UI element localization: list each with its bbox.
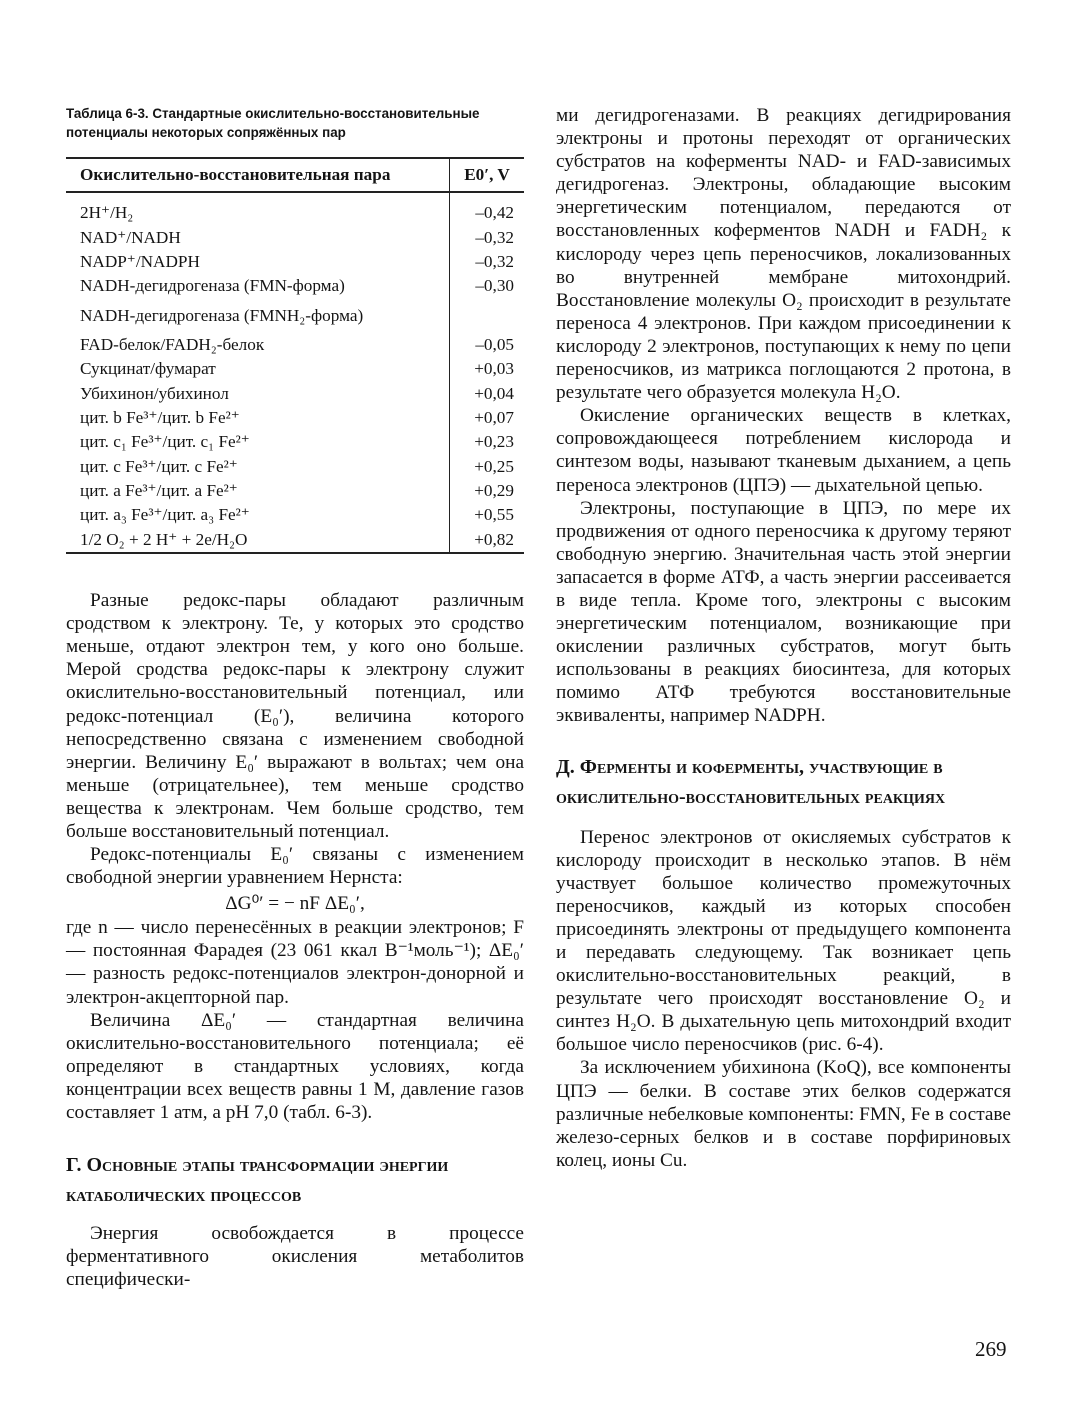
- paragraph-nernst-intro: Редокс-потенциалы E₀′ связаны с изменением свободной энергии уравнением Нернста:: [66, 844, 524, 889]
- potential-cell: +0,07: [450, 406, 525, 430]
- paragraph-redox-affinity: Разные редокс-пары обладают различным сродством к электрону. Те, у которых это сродство меньше, отдают электрон тем, у кого оно больше. Мерой сродства редокс-пары к электрону служит окислительно-восстановительный потенциал, или редокс-потенциал (E₀′), величина которого непосредственно связана с изменением свободной энергии. Величину E₀′ выражают в вольтах; чем она меньше (отрицательнее), тем меньше сродство вещества к электронам. Чем больше сродство, тем больше восстановительный потенциал.: [66, 590, 524, 843]
- pair-cell: NADP⁺/NADPH: [80, 251, 200, 271]
- paragraph-free-energy: Электроны, поступающие в ЦПЭ, по мере их продвижения от одного переносчика к другому теряют свободную энергию. Значительная часть этой энергии запасается в форме АТФ, а часть энергии рассеивается в виде тепла. Кроме того, электроны с высоким энергетическим потенциалом, возникающие при окислении различных субстратов, могут быть использованы в реакциях биосинтеза, для которых помимо АТФ требуются восстановительные эквиваленты, например NADPH.: [556, 497, 1011, 727]
- table-row: [66, 406, 524, 430]
- pair-cell: Убихинон/убихинол: [80, 383, 229, 403]
- redox-potential-table: [66, 157, 524, 554]
- pair-cell: 1/2 O₂ + 2 H⁺ + 2e/H₂O: [66, 528, 450, 553]
- pair-cell: цит. c Fe³⁺/цит. c Fe²⁺: [80, 456, 238, 476]
- potential-cell: +0,04: [450, 381, 525, 405]
- potential-cell: +0,29: [450, 479, 525, 503]
- potential-cell: –0,32: [450, 225, 525, 249]
- page-number: 269: [975, 1337, 1007, 1361]
- paragraph-standard-potential: Величина ΔE₀′ — стандартная величина окислительно-восстановительного потенциала; её определяют в стандартных условиях, когда концентрации всех веществ равны 1 М, давление газов составляет 1 атм, а pH 7,0 (табл. 6-3).: [66, 1009, 524, 1124]
- table-row: [66, 333, 524, 357]
- table-row: [66, 503, 524, 527]
- table-row: [66, 381, 524, 405]
- section-heading-d: Д. Ферменты и коферменты, участвующие в окислительно-восстановительных реакциях: [556, 755, 946, 808]
- pair-cell: цит. a₃ Fe³⁺/цит. a₃ Fe²⁺: [80, 505, 250, 525]
- table-row: [66, 299, 524, 333]
- table-row: [66, 274, 524, 298]
- pair-cell: NADH-дегидрогеназа (FMN-форма): [80, 276, 345, 296]
- potential-cell: –0,30: [450, 274, 525, 298]
- left-column: [66, 104, 524, 1291]
- table-caption: Таблица 6-3. Стандартные окислительно-восстановительные потенциалы некоторых сопряжённых пар: [66, 106, 480, 140]
- table-row: [66, 250, 524, 274]
- header-potential: E0′, V: [450, 158, 525, 192]
- header-pair: Окислительно-восстановительная пара: [66, 158, 450, 192]
- pair-cell: Сукцинат/фумарат: [80, 359, 216, 379]
- potential-cell: +0,23: [450, 430, 525, 454]
- pair-cell: NADH-дегидрогеназа (FMNH₂-форма): [80, 305, 364, 325]
- pair-cell: FAD-белок/FADH₂-белок: [80, 334, 265, 354]
- potential-cell: –0,42: [450, 192, 525, 225]
- table-row: [66, 192, 524, 225]
- table-row: [66, 455, 524, 479]
- paragraph-formula-legend: где n — число перенесённых в реакции электронов; F — постоянная Фарадея (23 061 ккал В⁻¹моль⁻¹); ΔE₀′ — разность редокс-потенциалов электрон-донорной и электрон-акцепторной пар.: [66, 917, 524, 1008]
- pair-cell: 2H⁺/H₂: [80, 203, 134, 223]
- potential-cell: –0,32: [450, 250, 525, 274]
- section-heading-g: Г. Основные этапы трансформации энергии катаболических процессов: [66, 1154, 449, 1207]
- table-row: [66, 528, 524, 553]
- pair-cell: NAD⁺/NADH: [80, 227, 181, 247]
- potential-cell: +0,55: [450, 503, 525, 527]
- pair-cell: цит. b Fe³⁺/цит. b Fe²⁺: [80, 407, 240, 427]
- paragraph-electron-transfer: Перенос электронов от окисляемых субстратов к кислороду происходит в несколько этапов. В нём участвует большое количество промежуточных переносчиков, каждый из которых способен присоединять электроны от предыдущего компонента и передавать следующему. Так возникает цепь окислительно-восстановительных реакций, в результате чего происходят восстановление O₂ и синтез H₂O. В дыхательную цепь митохондрий входит большое число переносчиков (рис. 6-4).: [556, 826, 1011, 1056]
- table-row: [66, 479, 524, 503]
- paragraph-energy-release: Энергия освобождается в процессе ферментативного окисления метаболитов специфически-: [66, 1223, 524, 1291]
- table-row: [66, 225, 524, 249]
- right-column: [556, 104, 1011, 1172]
- table-row: [66, 357, 524, 381]
- potential-cell: –0,05: [450, 333, 525, 357]
- pair-cell: цит. a Fe³⁺/цит. a Fe²⁺: [80, 481, 238, 501]
- paragraph-tissue-respiration: Окисление органических веществ в клетках, сопровождающееся потреблением кислорода и синтезом воды, называют тканевым дыханием, а цепь переноса электронов (ЦПЭ) — дыхательной цепью.: [556, 405, 1011, 496]
- potential-cell: [450, 299, 525, 333]
- table-header-row: [66, 158, 524, 192]
- potential-cell: +0,25: [450, 455, 525, 479]
- nernst-formula: ΔG⁰′ = − nF ΔE₀′,: [225, 893, 365, 915]
- paragraph-etc-components: За исключением убихинона (KoQ), все компоненты ЦПЭ — белки. В составе этих белков содержатся различные небелковые компоненты: FMN, Fe в составе железо-серных белков и в составе порфириновых колец, ионы Cu.: [556, 1057, 1011, 1171]
- paragraph-dehydrogenases: ми дегидрогеназами. В реакциях дегидрирования электроны и протоны переходят от органических субстратов на коферменты NAD- и FAD-зависимых дегидрогеназ. Электроны, обладающие высоким энергетическим потенциалом, передаются от восстановленных коферментов NADH и FADH₂ к кислороду через цепь переносчиков, локализованных во внутренней мембране митохондрий. Восстановление молекулы O₂ происходит в результате переноса 4 электронов. При каждом присоединении к кислороду 2 электронов, поступающих к нему по цепи переносчиков, из матрикса поглощаются 2 протона, в результате чего образуется молекула H₂O.: [556, 105, 1011, 404]
- potential-cell: +0,03: [450, 357, 525, 381]
- potential-cell: +0,82: [450, 528, 525, 553]
- pair-cell: цит. c₁ Fe³⁺/цит. c₁ Fe²⁺: [80, 432, 250, 452]
- table-row: [66, 430, 524, 454]
